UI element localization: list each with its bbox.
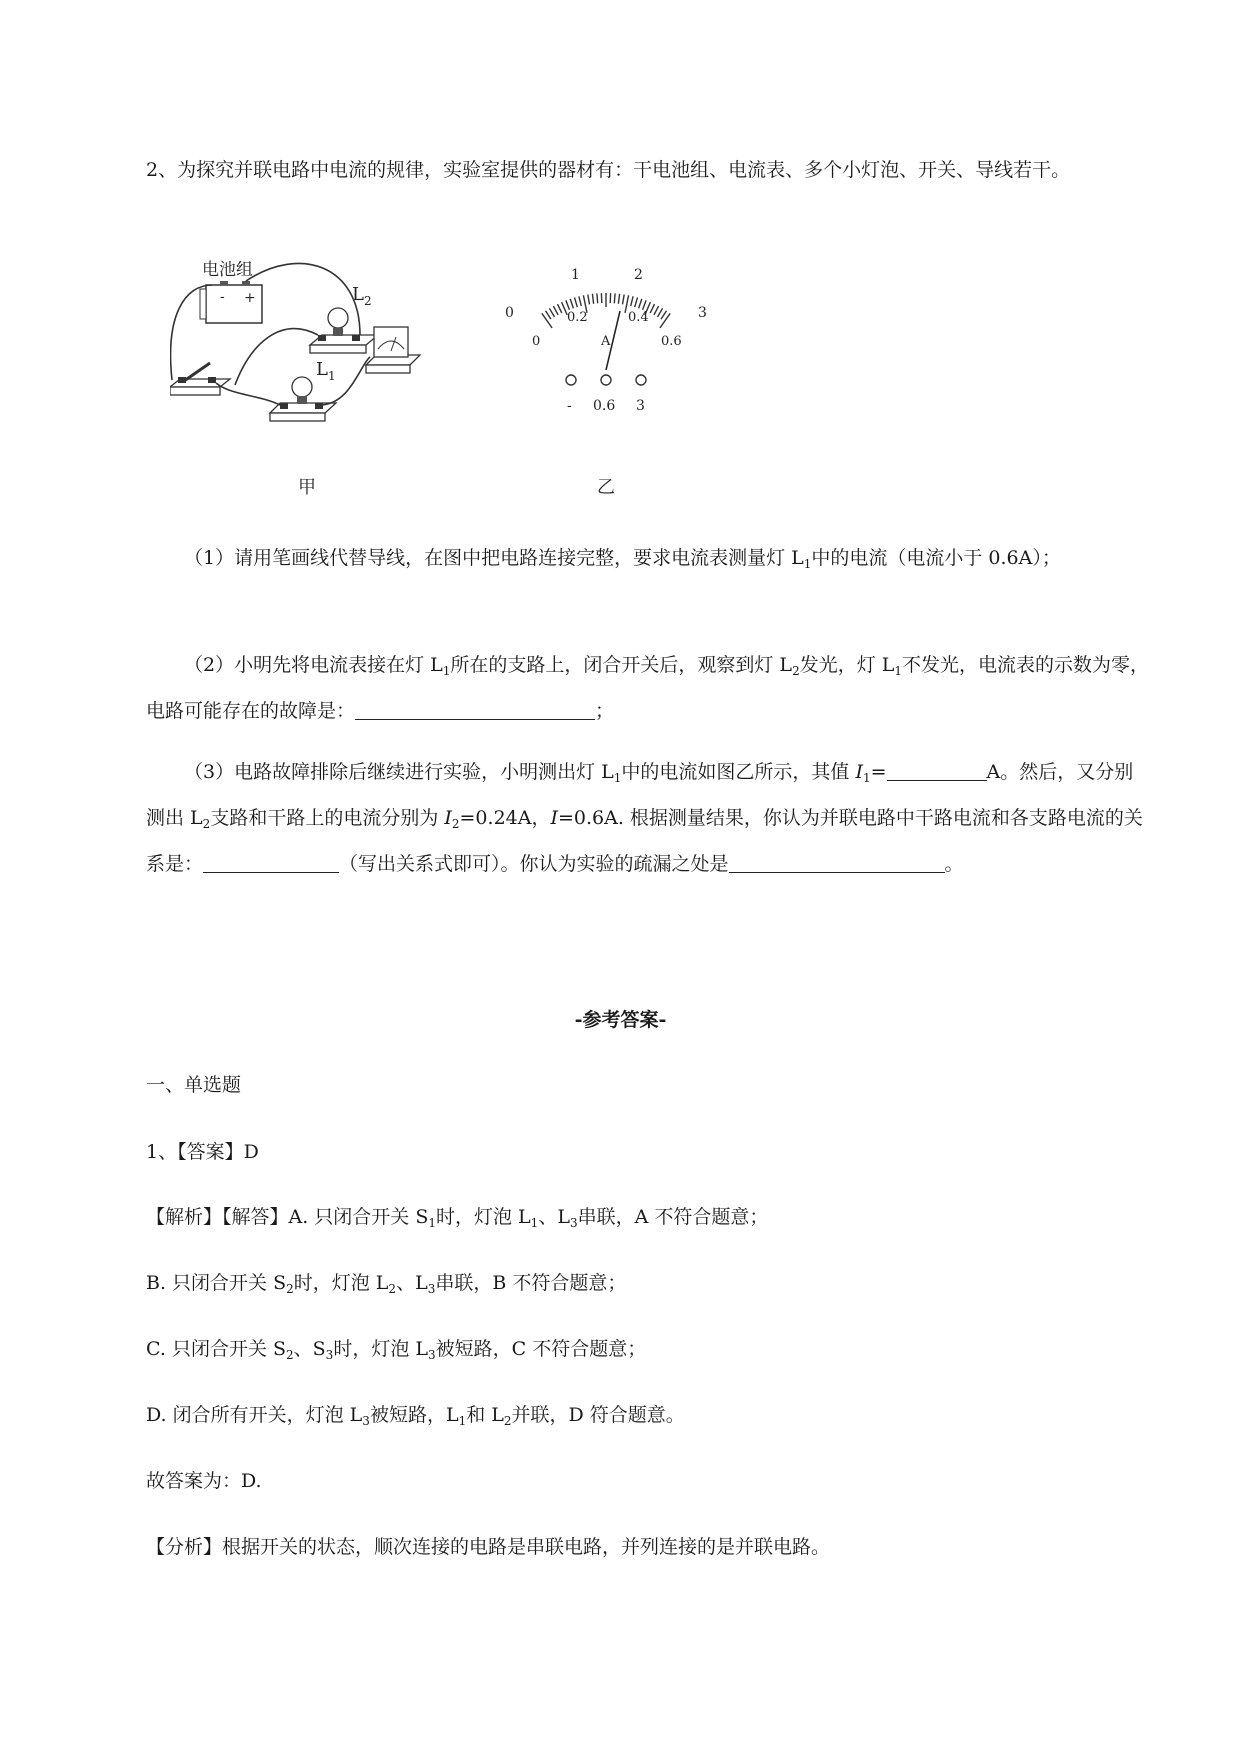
analysis-line-c: C. 只闭合开关 $S_2$、$S_3$时，灯泡 $L_3$被短路，C 不符合题意； — [146, 1338, 647, 1362]
scale-tick — [592, 294, 593, 304]
lamp-l1-label: $L_1$ — [316, 359, 336, 383]
lamp-l1-icon — [270, 377, 336, 421]
scale-tick — [588, 295, 590, 305]
scale-bottom-1: 0.2 — [567, 310, 588, 325]
scale-tick — [579, 296, 581, 306]
scale-tick — [618, 294, 619, 304]
answers-title: -参考答案- — [574, 1009, 667, 1031]
scale-tick — [654, 306, 659, 315]
battery-minus: - — [220, 289, 225, 305]
scale-tick — [631, 296, 633, 306]
answer-blank-i1[interactable] — [887, 760, 987, 781]
scale-top-2: 2 — [634, 267, 643, 283]
lamp-l2-icon — [310, 308, 378, 353]
scale-top-1: 1 — [571, 267, 580, 283]
scale-tick — [566, 300, 570, 309]
analysis-line-b: B. 只闭合开关 $S_2$时，灯泡 $L_2$、$L_3$串联，B 不符合题意； — [146, 1272, 627, 1296]
scale-tick — [542, 313, 552, 328]
scale-tick — [570, 299, 573, 309]
scale-bottom-2: 0.4 — [628, 310, 649, 325]
scale-tick — [575, 298, 578, 308]
scale-top-0: 0 — [505, 305, 514, 321]
terminal-0-6: 0.6 — [593, 398, 616, 414]
scale-tick — [635, 298, 638, 308]
terminal-minus: - — [567, 398, 572, 414]
question-2-intro — [146, 150, 1152, 190]
battery-plus: + — [244, 290, 256, 306]
figure-b-caption: 乙 — [597, 477, 615, 498]
scale-tick — [597, 293, 598, 303]
scale-bottom-3: 0.6 — [661, 334, 682, 349]
figure-a-caption: 甲 — [298, 477, 316, 498]
scale-tick — [661, 311, 666, 319]
scale-tick — [639, 299, 642, 309]
analysis-line-a: 【解析】【解答】A. 只闭合开关 $S_1$时，灯泡 $L_1$、$L_3$串联，A 不符合题意； — [146, 1206, 769, 1230]
answer-blank-relation[interactable] — [203, 852, 339, 873]
scale-tick — [546, 311, 551, 319]
scale-tick — [614, 293, 615, 303]
scale-tick — [553, 306, 558, 315]
answer-blank-fault[interactable] — [355, 699, 595, 720]
scale-tick — [658, 308, 663, 317]
answer-q1: 1、【答案】D — [146, 1141, 259, 1163]
answer-summary: 【分析】根据开关的状态，顺次连接的电路是串联电路，并列连接的是并联电路。 — [146, 1536, 831, 1558]
answers-section: 一、单选题 — [146, 1074, 242, 1096]
scale-tick — [623, 295, 625, 305]
analysis-line-d: D. 闭合所有开关，灯泡 $L_3$被短路，$L_1$和 $L_2$并联，D 符合题意。 — [146, 1404, 685, 1428]
sub-question-1: （1）请用笔画线代替导线，在图中把电路连接完整，要求电流表测量灯 $L_1$中的电流（电流小于 0.6A）； — [184, 547, 1061, 571]
figure-ammeter-scale — [495, 255, 725, 510]
sub-question-3: （3）电路故障排除后继续进行实验，小明测出灯 $L_1$中的电流如图乙所示，其值 $I_1= A$。然后，又分别测出 $L_2$支路和干路上的电流分别为 $I_2=0.24A$，I=0.6A. 根据测量结果，你认为并联电路中干路电流和各支路电流的关系是： （写出关系式即可）。你认为实验的疏漏之处是 。 — [146, 761, 1143, 875]
scale-tick — [660, 313, 670, 328]
scale-tick — [558, 304, 562, 313]
terminal-icons — [566, 375, 646, 385]
scale-ticks — [542, 293, 670, 328]
answer-blank-omission[interactable] — [729, 852, 945, 873]
ammeter-icon — [366, 327, 420, 373]
scale-tick — [650, 304, 654, 313]
battery-label: 电池组 — [202, 260, 253, 280]
figure-circuit — [170, 255, 470, 510]
scale-tick — [643, 300, 647, 309]
scale-tick — [549, 308, 554, 317]
switch-icon — [170, 363, 230, 395]
terminal-3: 3 — [636, 398, 645, 414]
scale-unit: A — [601, 334, 611, 349]
scale-bottom-0: 0 — [532, 334, 541, 349]
scale-top-3: 3 — [698, 305, 707, 321]
sub-question-2: （2）小明先将电流表接在灯 $L_1$所在的支路上，闭合开关后，观察到灯 $L_2$发光，灯 $L_1$不发光，电流表的示数为零，电路可能存在的故障是： ； — [146, 654, 1150, 722]
question-2-intro-text: 2、为探究并联电路中电流的规律，实验室提供的器材有：干电池组、电流表、多个小灯泡、开关、导线若干。 — [146, 159, 1071, 181]
answer-conclusion: 故答案为：D. — [146, 1470, 262, 1492]
lamp-l2-label: $L_2$ — [352, 284, 372, 308]
